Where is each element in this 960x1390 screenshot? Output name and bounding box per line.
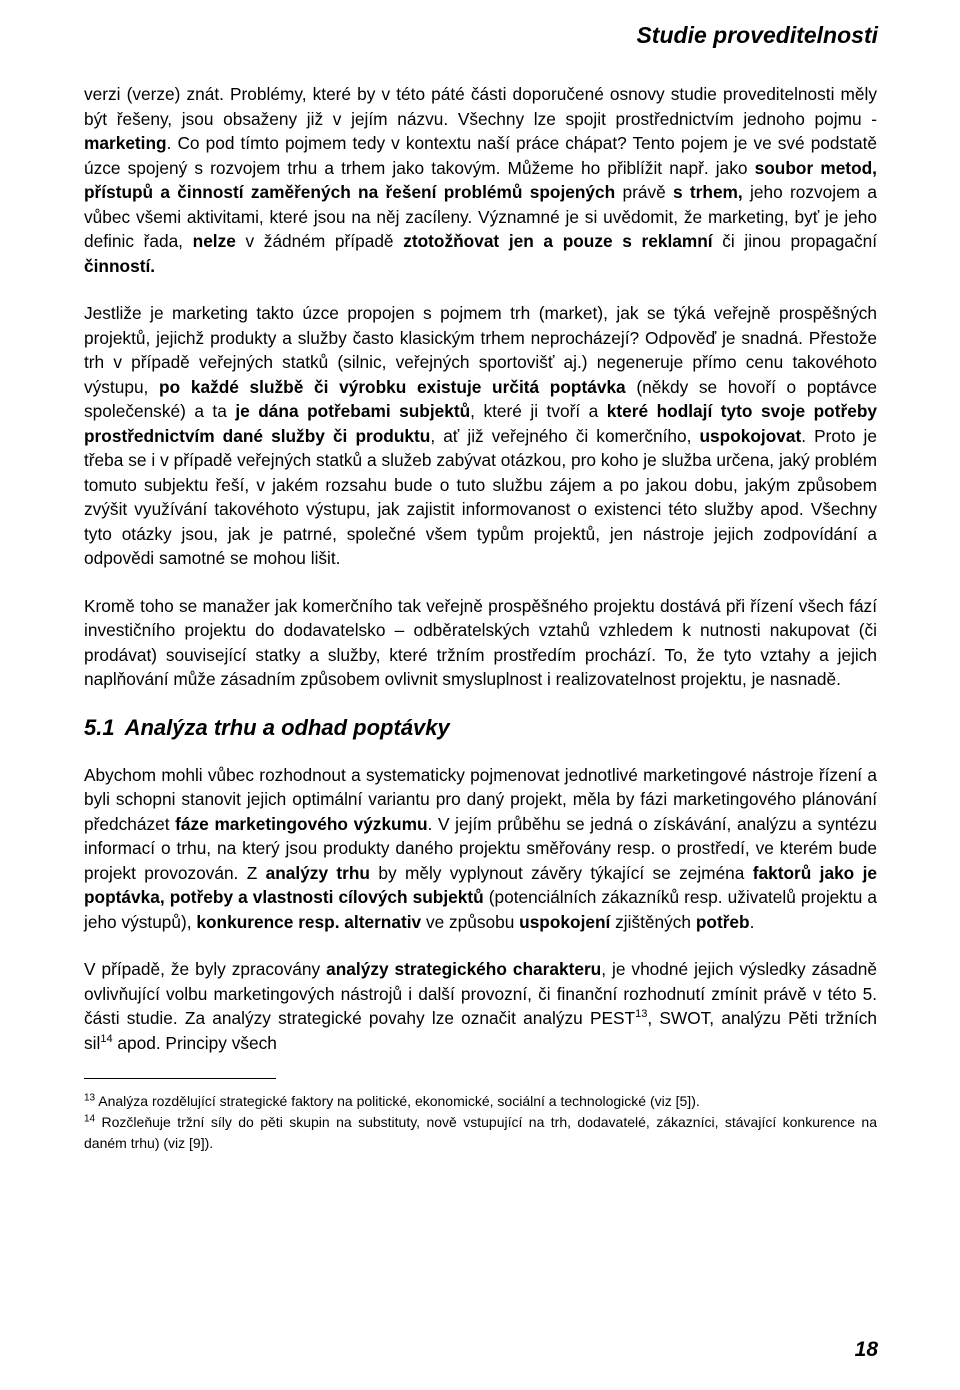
- text-run: by měly vyplynout závěry týkající se zejména: [370, 862, 753, 883]
- emphasis-text: soubor metod, přístupů a činností zaměřených na řešení problémů spojených: [84, 157, 877, 202]
- paragraph-marketing-research: [84, 763, 877, 935]
- text-run: apod. Principy všech: [112, 1032, 277, 1053]
- text-run: . V jejím průběhu se jedná o získávání, analýzu a syntézu informací o trhu, na který jsou produkty daného projektu směřovány resp. o prostředí, ve kterém bude projekt provozován. Z: [84, 813, 878, 883]
- text-run: (někdy se hovoří o poptávce společenské) a ta: [84, 376, 877, 421]
- emphasis-text: analýzy strategického charakteru: [326, 959, 602, 979]
- text-run: Kromě toho se manažer jak komerčního tak veřejně prospěšného projektu dostává při řízení všech fází investičního projektu do dodavatelsko – odběratelských vztahů vzhledem k nutnosti nakupovat (či prodávat) související statky a služby, které tržním prostředím prochází. To, že tyto vztahy a jejich naplňování může zásadním způsobem ovlivnit smysluplnost i realizovatelnost projektu, je nasnadě.: [84, 595, 877, 689]
- text-run: , ať již veřejného či komerčního,: [430, 425, 700, 446]
- text-run: Jestliže je marketing takto úzce propojen s pojmem trh (market), jak se týká veřejně prospěšných projektů, jejichž produkty a služby často klasickým trhem neprocházejí? Odpověď je snadná. Přestože trh v případě veřejných statků (silnic, veřejných sportovišť aj.) negeneruje přímo cenu takovéhoto výstupu,: [84, 303, 877, 397]
- text-run: právě: [615, 182, 673, 202]
- document-body: [84, 82, 877, 1154]
- text-run: či jinou propagační: [712, 231, 877, 251]
- text-run: , které ji tvoří a: [470, 401, 607, 421]
- emphasis-text: nelze: [192, 231, 236, 251]
- emphasis-text: které hodlají tyto svoje potřeby prostřednictvím dané služby či produktu: [84, 401, 877, 446]
- paragraph-supplier-relations: [84, 594, 877, 692]
- emphasis-text: s trhem,: [673, 182, 743, 202]
- text-run: , SWOT, analýzu Pěti tržních sil: [84, 1008, 877, 1053]
- paragraph-marketing-intro: [84, 82, 877, 278]
- text-run: . Proto je třeba se i v případě veřejných statků a služeb zabývat otázkou, pro koho je služba určena, jaký problém tomuto subjektu řeší, v jakém rozsahu bude o tuto službu zájem a po jakou dobu, jakým způsobem zvýšit využívání takovéhoto výstupu, jak zajistit informovanost o existenci této služby apod. Všechny tyto otázky jsou, jak je patrné, společné všem typům projektů, jen nástroje jejich zodpovídání a odpovědi samotné se mohou lišit.: [84, 425, 877, 568]
- paragraph-strategic-analysis: [84, 957, 877, 1055]
- footnote-13: [84, 1091, 877, 1112]
- emphasis-text: uspokojovat: [699, 425, 802, 446]
- section-number: 5.1: [84, 714, 115, 740]
- text-run: (potenciálních zákazníků resp. uživatelů projektu a jeho výstupů),: [84, 887, 877, 932]
- emphasis-text: marketing: [84, 133, 167, 153]
- emphasis-text: konkurence resp. alternativ: [196, 911, 422, 932]
- emphasis-text: je dána potřebami subjektů: [235, 401, 471, 421]
- section-heading: [84, 715, 877, 741]
- emphasis-text: po každé službě či výrobku existuje určitá poptávka: [159, 376, 626, 397]
- emphasis-text: uspokojení: [519, 911, 611, 932]
- text-run: . Co pod tímto pojmem tedy v kontextu naší práce chápat? Tento pojem je ve své podstatě úzce spojený s rozvojem trhu a trhem jako takovým. Můžeme ho přiblížit např. jako: [84, 133, 877, 178]
- text-run: zjištěných: [610, 911, 696, 932]
- paragraph-public-projects: [84, 301, 877, 571]
- text-run: Abychom mohli vůbec rozhodnout a systematicky pojmenovat jednotlivé marketingové nástroje řízení a byli schopni stanovit jejich optimální variantu pro daný projekt, měla by fázi marketingového plánování předcházet: [84, 764, 877, 834]
- text-run: , je vhodné jejich výsledky zásadně ovlivňující volbu marketingových nástrojů i další provozní, či finanční rozhodnutí zmínit právě v této 5. části studie. Za analýzy strategické povahy lze označit analýzu PEST: [84, 959, 877, 1028]
- text-run: V případě, že byly zpracovány: [84, 959, 327, 979]
- emphasis-text: analýzy trhu: [265, 862, 370, 883]
- text-run: jeho rozvojem a vůbec všemi aktivitami, které jsou na něj zacíleny. Významné je si uvědomit, že marketing, byť je jeho definic řada,: [84, 182, 877, 251]
- text-run: .: [749, 911, 755, 932]
- text-run: v žádném případě: [235, 231, 404, 251]
- footnote-ref: 13: [635, 1008, 648, 1021]
- emphasis-text: ztotožňovat jen a pouze s reklamní: [403, 231, 713, 251]
- text-run: Rozčleňuje tržní síly do pěti skupin na substituty, nově vstupující na trh, dodavatelé, zákazníci, stávající konkurence na daném trhu) (viz [9]).: [84, 1114, 877, 1151]
- footnote-ref: 14: [100, 1032, 113, 1045]
- footnote-ref: 14: [84, 1113, 96, 1125]
- emphasis-text: potřeb: [695, 911, 750, 932]
- emphasis-text: fáze marketingového výzkumu: [175, 813, 428, 834]
- text-run: ve způsobu: [421, 911, 520, 932]
- footnote-separator: [84, 1078, 276, 1079]
- text-run: Analýza rozdělující strategické faktory na politické, ekonomické, sociální a technologické (viz [5]).: [95, 1093, 700, 1109]
- text-run: verzi (verze) znát. Problémy, které by v této páté části doporučené osnovy studie proveditelnosti měly být řešeny, jsou obsaženy již v jejím názvu. Všechny lze spojit prostřednictvím jednoho pojmu -: [84, 84, 877, 129]
- footnote-ref: 13: [84, 1092, 96, 1104]
- emphasis-text: faktorů jako je poptávka, potřeby a vlastnosti cílových subjektů: [84, 862, 877, 907]
- footnote-14: [84, 1112, 877, 1154]
- page-number: 18: [854, 1338, 878, 1361]
- section-title: Analýza trhu a odhad poptávky: [124, 714, 450, 740]
- running-header-title: Studie proveditelnosti: [636, 22, 878, 48]
- emphasis-text: činností.: [84, 255, 156, 276]
